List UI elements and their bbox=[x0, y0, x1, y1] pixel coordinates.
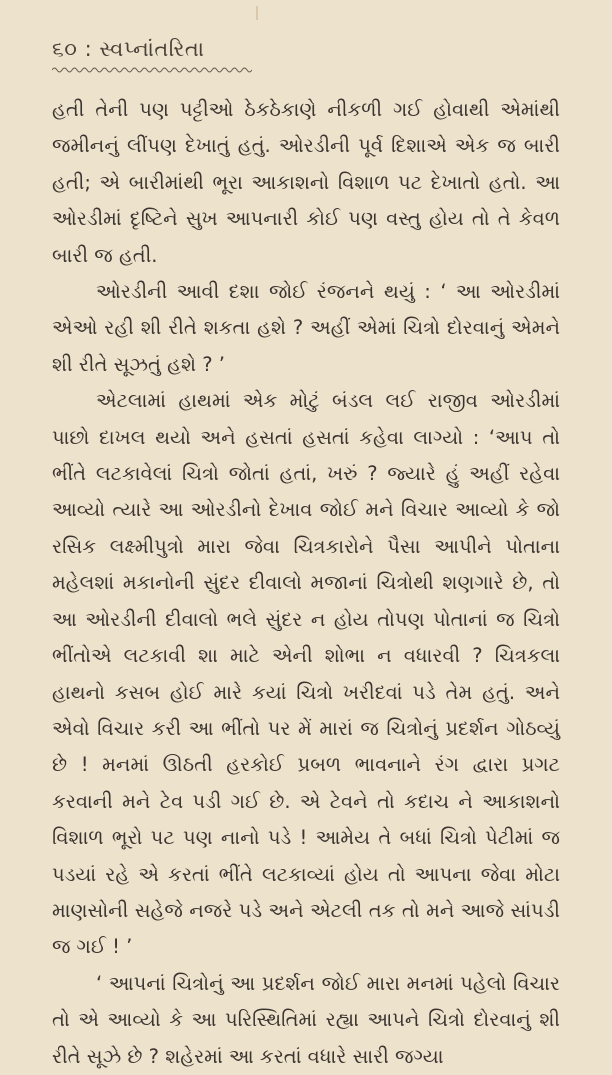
page-number: ૬૦ bbox=[52, 37, 78, 61]
paragraph-4: ‘ આપનાં ચિત્રોનું આ પ્રદર્શન જોઈ મારા મનમાં પહેલો વિચાર તો એ આવ્યો કે આ પરિસ્થિતિમાં રહ્યા આપને ચિત્રો દોરવાનું શી રીતે સૂઝે છે ? શહેરમાં આ કરતાં વધારે સારી જગ્યા bbox=[52, 971, 560, 1068]
ink-mark bbox=[256, 6, 258, 20]
body-text bbox=[52, 92, 560, 1075]
decorative-wavy-rule bbox=[52, 66, 252, 74]
running-head bbox=[52, 34, 560, 64]
paragraph-1: હતી તેની પણ પટ્ટીઓ ઠેકઠેકાણે નીકળી ગઈ હોવાથી એમાંથી જમીનનું લીંપણ દેખાતું હતું. ઓરડીની પૂર્વ દિશાએ એક જ બારી હતી; એ બારીમાંથી ભૂરા આકાશનો વિશાળ પટ દેખાતો હતો. આ ઓરડીમાં દૃષ્ટિને સુખ આપનારી કોઈ પણ વસ્તુ હોય તો તે કેવળ બારી જ હતી. bbox=[52, 98, 560, 267]
paragraph-3: એટલામાં હાથમાં એક મોટું બંડલ લઈ રાજીવ ઓરડીમાં પાછો દાખલ થયો અને હસતાં હસતાં કહેવા લાગ્યો : ‘આપ તો ભીંતે લટકાવેલાં ચિત્રો જોતાં હતાં, ખરું ? જ્યારે હું અહીં રહેવા આવ્યો ત્યારે આ ઓરડીનો દેખાવ જોઈ મને વિચાર આવ્યો કે જો રસિક લક્ષ્મીપુત્રો મારા જેવા ચિત્રકારોને પૈસા આપીને પોતાના મહેલશાં મકાનોની સુંદર દીવાલો મજાનાં ચિત્રોથી શણગારે છે, તો આ ઓરડીની દીવાલો ભલે સુંદર ન હોય તોપણ પોતાનાં જ ચિત્રો ભીંતોએ લટકાવી શા માટે એની શોભા ન વધારવી ? ચિત્રકલા હાથનો કસબ હોઈ મારે કયાં ચિત્રો ખરીદવાં પડે તેમ હતું. અને એવો વિચાર કરી આ ભીંતો પર મેં મારાં જ ચિત્રોનું પ્રદર્શન ગોઠવ્યું છે ! મનમાં ઊઠતી હરકોઈ પ્રબળ ભાવનાને રંગ દ્વારા પ્રગટ કરવાની મને ટેવ પડી ગઈ છે. એ ટેવને તો કદાચ ને આકાશનો વિશાળ ભૂરો પટ પણ નાનો પડે ! આમેય તે બધાં ચિત્રો પેટીમાં જ પડયાં રહે એ કરતાં ભીંતે લટકાવ્યાં હોય તો આપના જેવા મોટા માણસોની સહેજે નજરે પડે અને એટલી તક તો મને આજે સાંપડી જ ગઈ ! ’ bbox=[52, 389, 560, 959]
running-head-separator: : bbox=[84, 37, 93, 61]
paragraph-2: ઓરડીની આવી દશા જોઈ રંજનને થયું : ‘ આ ઓરડીમાં એઓ રહી શી રીતે શકતા હશે ? અહીં એમાં ચિત્રો દોરવાનું એમને શી રીતે સૂઝતું હશે ? ’ bbox=[52, 280, 560, 376]
running-head-title: સ્વપ્નાંતરિતા bbox=[99, 37, 205, 61]
